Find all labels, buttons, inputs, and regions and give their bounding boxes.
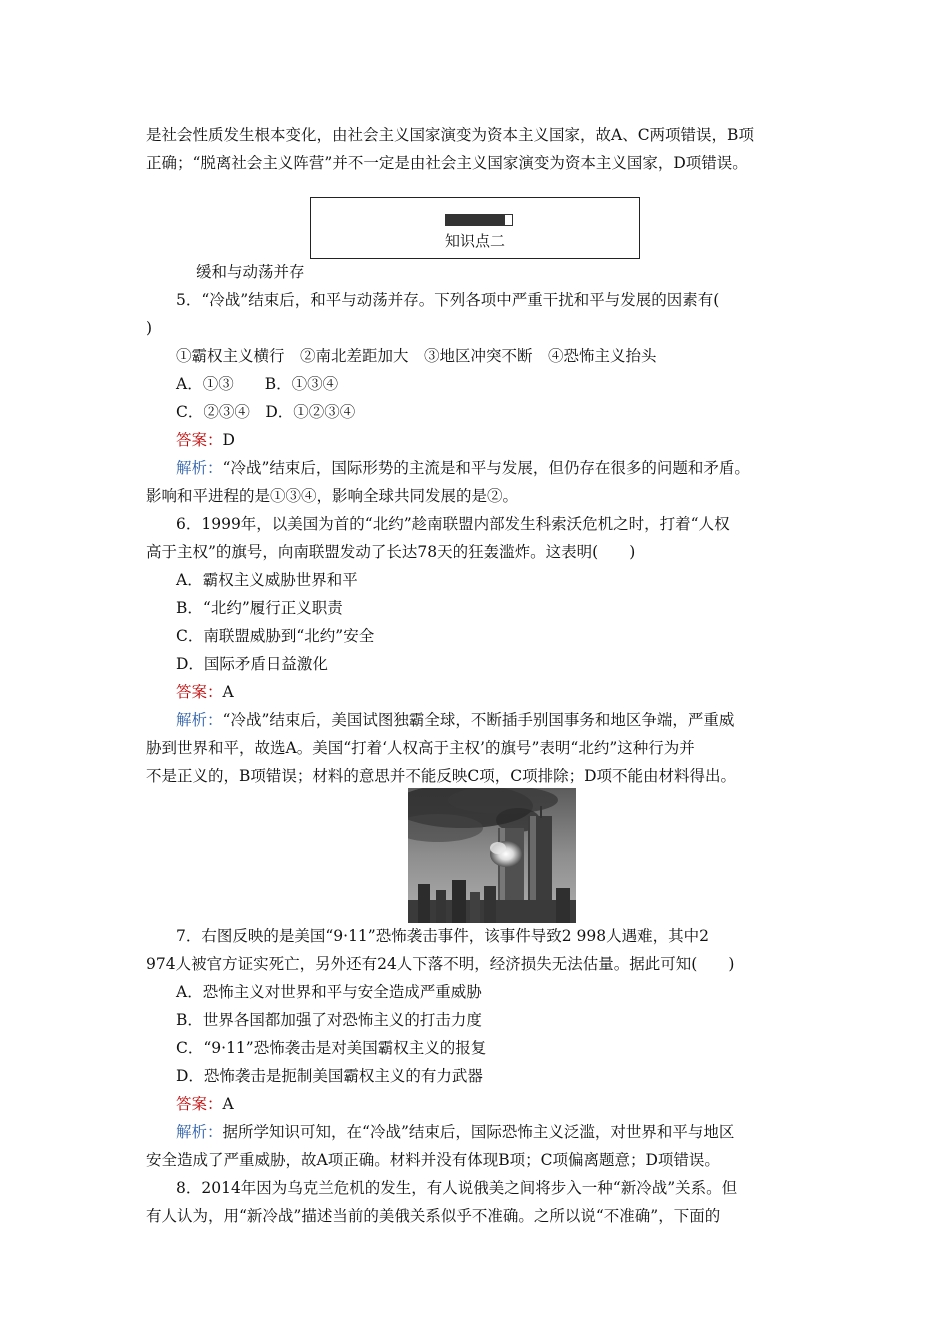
q5-analysis-line-1 bbox=[176, 458, 846, 478]
answer-value: A bbox=[222, 1095, 234, 1113]
analysis-label: 解析： bbox=[176, 1123, 223, 1141]
q5-options-cd: C．②③④ D．①②③④ bbox=[176, 403, 356, 421]
q6-analysis-line-3: 不是正义的，B项错误；材料的意思并不能反映C项，C项排除；D项不能由材料得出。 bbox=[146, 767, 737, 785]
q6-answer bbox=[176, 682, 846, 702]
twin-towers-attack-photo bbox=[408, 788, 576, 923]
answer-label: 答案： bbox=[176, 1095, 223, 1113]
q8-stem-line-2: 有人认为，用“新冷战”描述当前的美俄关系似乎不准确。之所以说“不准确”，下面的 bbox=[146, 1207, 721, 1225]
knowledge-point-label: 知识点二 bbox=[444, 232, 505, 250]
q5-items: ①霸权主义横行 ②南北差距加大 ③地区冲突不断 ④恐怖主义抬头 bbox=[176, 347, 657, 365]
q5-answer bbox=[176, 430, 846, 450]
q6-option-b: B．“北约”履行正义职责 bbox=[176, 599, 343, 617]
q7-analysis-line-2: 安全造成了严重威胁，故A项正确。材料并没有体现B项；C项偏离题意；D项错误。 bbox=[146, 1151, 720, 1169]
analysis-text: “冷战”结束后，美国试图独霸全球，不断插手别国事务和地区争端，严重威 bbox=[222, 711, 735, 729]
q7-stem-line-2: 974人被官方证实死亡，另外还有24人下落不明，经济损失无法估量。据此可知( ) bbox=[146, 955, 735, 973]
analysis-text: “冷战”结束后，国际形势的主流是和平与发展，但仍存在很多的问题和矛盾。 bbox=[222, 459, 750, 477]
answer-value: D bbox=[222, 431, 235, 449]
intro-line-1: 是社会性质发生根本变化，由社会主义国家演变为资本主义国家，故A、C两项错误，B项 bbox=[146, 126, 754, 144]
q5-stem-line-1: 5．“冷战”结束后，和平与动荡并存。下列各项中严重干扰和平与发展的因素有( bbox=[176, 291, 720, 309]
q7-option-c: C．“9·11”恐怖袭击是对美国霸权主义的报复 bbox=[176, 1039, 487, 1057]
q6-analysis-line-1 bbox=[176, 710, 846, 730]
box-decoration-bar bbox=[445, 214, 505, 226]
answer-label: 答案： bbox=[176, 683, 223, 701]
q5-analysis-line-2: 影响和平进程的是①③④，影响全球共同发展的是②。 bbox=[146, 487, 519, 505]
q6-option-d: D．国际矛盾日益激化 bbox=[176, 655, 328, 673]
q8-stem-line-1: 8．2014年因为乌克兰危机的发生，有人说俄美之间将步入一种“新冷战”关系。但 bbox=[176, 1179, 738, 1197]
q6-option-c: C．南联盟威胁到“北约”安全 bbox=[176, 627, 375, 645]
q7-stem-line-1: 7．右图反映的是美国“9·11”恐怖袭击事件，该事件导致2 998人遇难，其中2 bbox=[176, 927, 709, 945]
q7-analysis-line-1 bbox=[176, 1122, 846, 1142]
q7-answer bbox=[176, 1094, 846, 1114]
analysis-label: 解析： bbox=[176, 459, 223, 477]
answer-label: 答案： bbox=[176, 431, 223, 449]
answer-value: A bbox=[222, 683, 234, 701]
box-decoration-bar-end bbox=[505, 214, 513, 226]
analysis-text: 据所学知识可知，在“冷战”结束后，国际恐怖主义泛滥，对世界和平与地区 bbox=[222, 1123, 735, 1141]
q7-option-b: B．世界各国都加强了对恐怖主义的打击力度 bbox=[176, 1011, 482, 1029]
q6-analysis-line-2: 胁到世界和平，故选A。美国“打着‘人权高于主权’的旗号”表明“北约”这种行为并 bbox=[146, 739, 695, 757]
q6-stem-line-2: 高于主权”的旗号，向南联盟发动了长达78天的狂轰滥炸。这表明( ) bbox=[146, 543, 636, 561]
q6-option-a: A．霸权主义威胁世界和平 bbox=[176, 571, 358, 589]
q7-option-a: A．恐怖主义对世界和平与安全造成严重威胁 bbox=[176, 983, 482, 1001]
q5-stem-line-2: ) bbox=[146, 319, 153, 337]
q5-options-ab: A．①③ B．①③④ bbox=[176, 375, 339, 393]
intro-line-2: 正确；“脱离社会主义阵营”并不一定是由社会主义国家演变为资本主义国家，D项错误。 bbox=[146, 154, 748, 172]
knowledge-point-box bbox=[310, 197, 640, 259]
q7-option-d: D．恐怖袭击是扼制美国霸权主义的有力武器 bbox=[176, 1067, 483, 1085]
q6-stem-line-1: 6．1999年，以美国为首的“北约”趁南联盟内部发生科索沃危机之时，打着“人权 bbox=[176, 515, 730, 533]
analysis-label: 解析： bbox=[176, 711, 223, 729]
section-title: 缓和与动荡并存 bbox=[196, 263, 305, 281]
